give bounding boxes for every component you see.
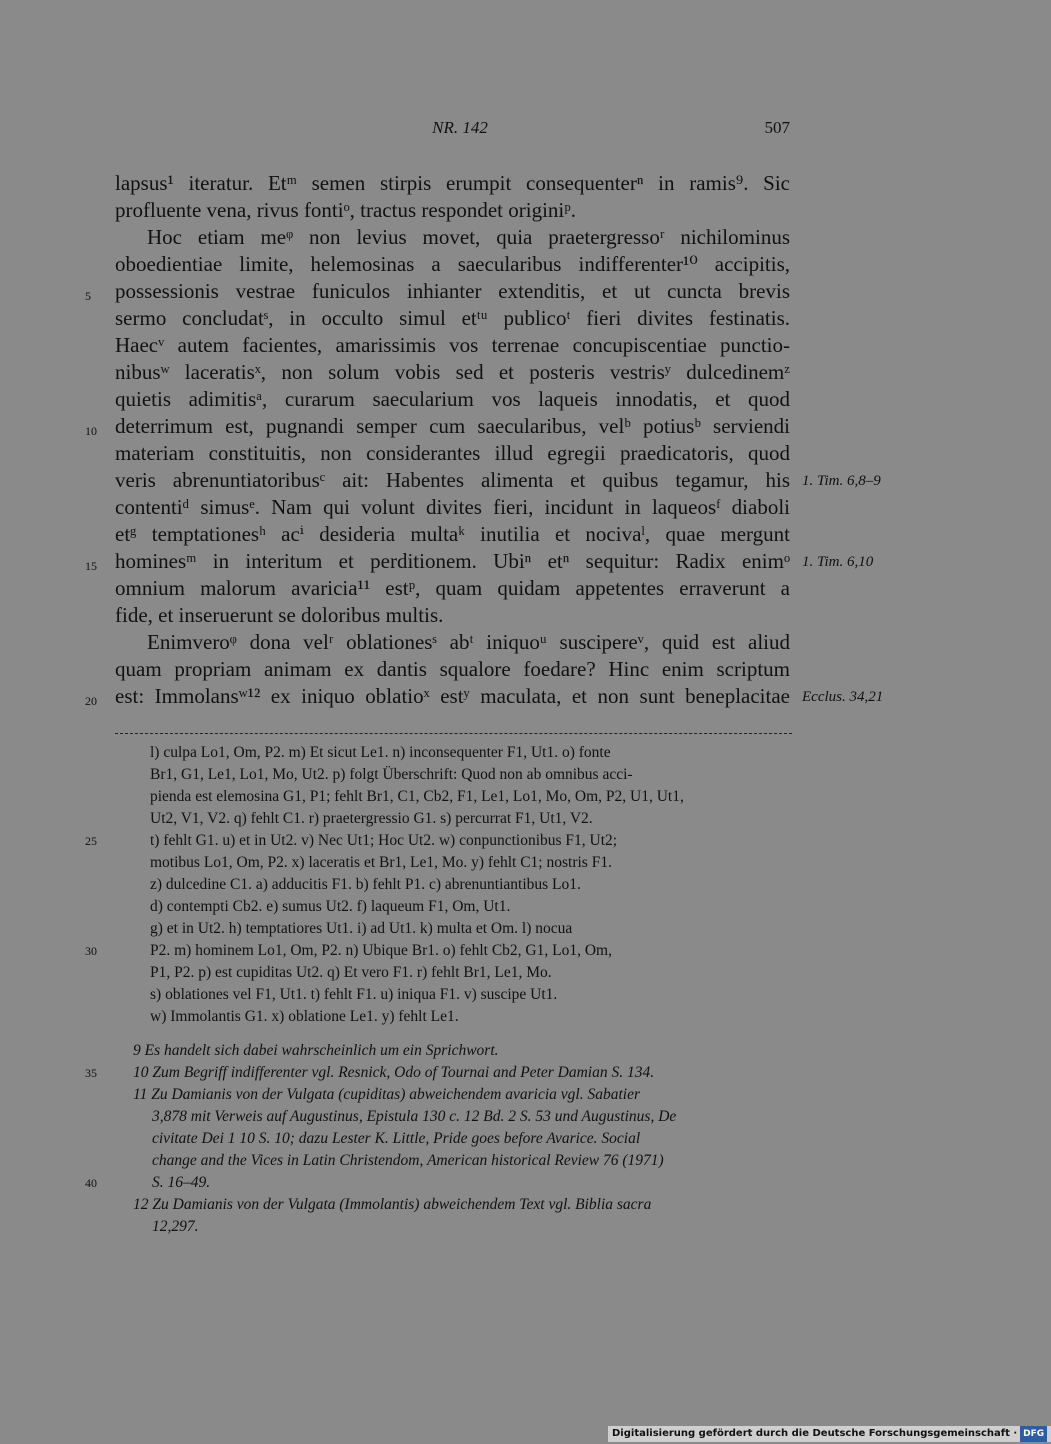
commentary-line: S. 16–49. bbox=[152, 1174, 211, 1191]
apparatus-line: P2. m) hominem Lo1, Om, P2. n) Ubique Br1. o) fehlt Cb2, G1, Lo1, Om, bbox=[150, 942, 612, 959]
apparatus-line: s) oblationes vel F1, Ut1. t) fehlt F1. u) iniqua F1. v) suscipe Ut1. bbox=[150, 986, 558, 1003]
text-line: quam propriam animam ex dantis squalore foedare? Hinc enim scriptum bbox=[115, 657, 790, 681]
apparatus-line: l) culpa Lo1, Om, P2. m) Et sicut Le1. n) inconsequenter F1, Ut1. o) fonte bbox=[150, 744, 611, 761]
commentary-line: 9 Es handelt sich dabei wahrscheinlich um ein Sprichwort. bbox=[133, 1042, 499, 1059]
apparatus-line: Ut2, V1, V2. q) fehlt C1. r) praetergressio G1. s) percurrat F1, Ut1, V2. bbox=[150, 810, 593, 827]
line-number: 40 bbox=[85, 1176, 97, 1190]
digitization-credit bbox=[608, 1426, 1051, 1442]
margin-reference: 1. Tim. 6,8–9 bbox=[802, 473, 881, 489]
text-line: Enimveroᵠ dona velʳ oblationesˢ abᵗ iniquoᵘ suscipereᵛ, quid est aliud bbox=[147, 630, 790, 654]
text-line: nibusʷ laceratisˣ, non solum vobis sed et posteris vestrisʸ dulcedinemᶻ bbox=[115, 360, 790, 384]
text-line: fide, et inseruerunt se doloribus multis. bbox=[115, 603, 444, 627]
margin-reference: Ecclus. 34,21 bbox=[802, 689, 884, 705]
line-number: 10 bbox=[85, 424, 97, 438]
text-line: est: Immolansʷ¹² ex iniquo oblatioˣ estʸ maculata, et non sunt beneplacitae bbox=[115, 684, 790, 708]
page-number: 507 bbox=[764, 118, 790, 137]
apparatus-line: t) fehlt G1. u) et in Ut2. v) Nec Ut1; Hoc Ut2. w) conpunctionibus F1, Ut2; bbox=[150, 832, 618, 849]
line-number: 20 bbox=[85, 694, 97, 708]
text-line: quietis adimitisᵃ, curarum saecularium vos laqueis innodatis, et quod bbox=[115, 387, 790, 411]
text-line: omnium malorum avaricia¹¹ estᵖ, quam quidam appetentes erraverunt a bbox=[115, 576, 790, 600]
text-divider bbox=[115, 733, 792, 734]
commentary-line: civitate Dei 1 10 S. 10; dazu Lester K. Little, Pride goes before Avarice. Social bbox=[152, 1130, 641, 1147]
apparatus-line: z) dulcedine C1. a) adducitis F1. b) fehlt P1. c) abrenuntiantibus Lo1. bbox=[150, 876, 581, 893]
running-title: NR. 142 bbox=[432, 118, 488, 137]
line-number: 30 bbox=[85, 944, 97, 958]
text-line: hominesᵐ in interitum et perditionem. Ubiⁿ etⁿ sequitur: Radix enimᵒ bbox=[115, 549, 790, 573]
apparatus-line: g) et in Ut2. h) temptatiores Ut1. i) ad Ut1. k) multa et Om. l) nocua bbox=[150, 920, 573, 937]
text-line: deterrimum est, pugnandi semper cum saecularibus, velᵇ potiusᵇ serviendi bbox=[115, 414, 790, 438]
apparatus-line: pienda est elemosina G1, P1; fehlt Br1, C1, Cb2, F1, Le1, Lo1, Mo, Om, P2, U1, Ut1, bbox=[150, 788, 684, 805]
text-line: lapsus¹ iteratur. Etᵐ semen stirpis erumpit consequenterⁿ in ramis⁹. Sic bbox=[115, 171, 790, 195]
line-number: 35 bbox=[85, 1066, 97, 1080]
apparatus-line: d) contempti Cb2. e) sumus Ut2. f) laqueum F1, Om, Ut1. bbox=[150, 898, 511, 915]
text-line: Haecᵛ autem facientes, amarissimis vos terrenae concupiscentiae punctio- bbox=[115, 333, 790, 357]
commentary-line: 10 Zum Begriff indifferenter vgl. Resnick, Odo of Tournai and Peter Damian S. 134. bbox=[133, 1064, 655, 1081]
text-line: contentiᵈ simusᵉ. Nam qui volunt divites fieri, incidunt in laqueosᶠ diaboli bbox=[115, 495, 790, 519]
text-line: Hoc etiam meᵠ non levius movet, quia praetergressoʳ nichilominus bbox=[147, 225, 790, 249]
commentary-line: change and the Vices in Latin Christendom, American historical Review 76 (1971) bbox=[152, 1152, 664, 1169]
text-line: possessionis vestrae funiculos inhianter extenditis, et ut cuncta brevis bbox=[115, 279, 790, 303]
margin-reference: 1. Tim. 6,10 bbox=[802, 554, 874, 570]
line-number: 5 bbox=[85, 289, 91, 303]
credit-text: Digitalisierung gefördert durch die Deutsche Forschungsgemeinschaft · bbox=[612, 1428, 1018, 1439]
text-line: materiam constituitis, non considerantes illud egregii praedicatoris, quod bbox=[115, 441, 790, 465]
text-line: veris abrenuntiatoribusᶜ ait: Habentes alimenta et quibus tegamur, his bbox=[115, 468, 790, 492]
text-line: sermo concludatˢ, in occulto simul etᵗᵘ publicoᵗ fieri divites festinatis. bbox=[115, 306, 790, 330]
apparatus-line: Br1, G1, Le1, Lo1, Mo, Ut2. p) folgt Überschrift: Quod non ab omnibus acci- bbox=[150, 766, 633, 783]
line-number: 25 bbox=[85, 834, 97, 848]
text-line: oboedientiae limite, helemosinas a saecularibus indifferenter¹⁰ accipitis, bbox=[115, 252, 790, 276]
dfg-logo: DFG bbox=[1020, 1426, 1047, 1442]
apparatus-line: motibus Lo1, Om, P2. x) laceratis et Br1, Le1, Mo. y) fehlt C1; nostris F1. bbox=[150, 854, 612, 871]
text-line: etᵍ temptationesʰ acⁱ desideria multaᵏ inutilia et nocivaˡ, quae mergunt bbox=[115, 522, 790, 546]
apparatus-line: w) Immolantis G1. x) oblatione Le1. y) fehlt Le1. bbox=[150, 1008, 459, 1025]
commentary-line: 12 Zu Damianis von der Vulgata (Immolantis) abweichendem Text vgl. Biblia sacra bbox=[133, 1196, 652, 1213]
commentary-line: 11 Zu Damianis von der Vulgata (cupiditas) abweichendem avaricia vgl. Sabatier bbox=[133, 1086, 640, 1103]
apparatus-line: P1, P2. p) est cupiditas Ut2. q) Et vero F1. r) fehlt Br1, Le1, Mo. bbox=[150, 964, 552, 981]
line-number: 15 bbox=[85, 559, 97, 573]
commentary-line: 12,297. bbox=[152, 1218, 199, 1235]
commentary-line: 3,878 mit Verweis auf Augustinus, Epistula 130 c. 12 Bd. 2 S. 53 und Augustinus, De bbox=[152, 1108, 677, 1125]
text-line: profluente vena, rivus fontiᵒ, tractus respondet originiᵖ. bbox=[115, 198, 577, 222]
